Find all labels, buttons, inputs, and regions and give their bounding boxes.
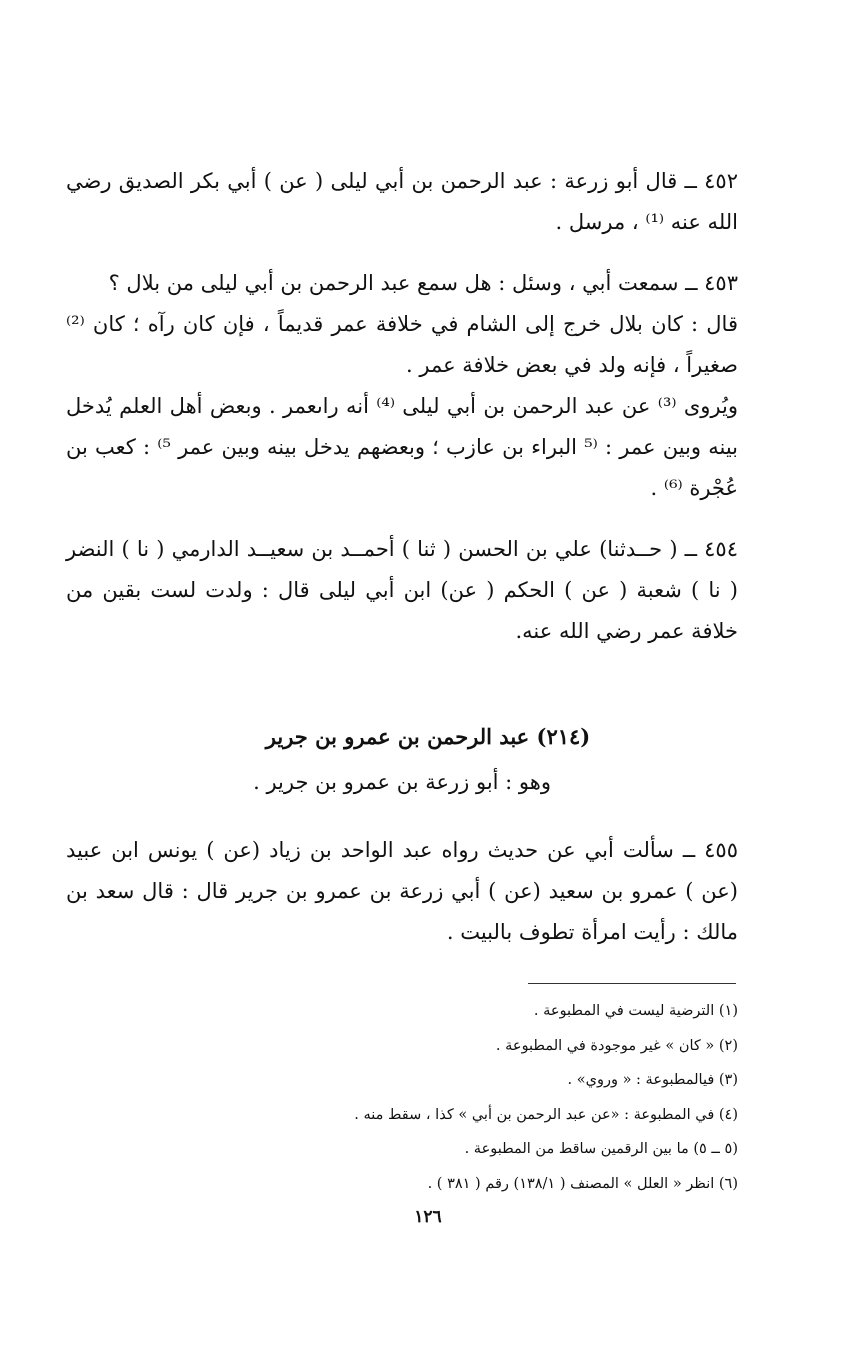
paragraph-453-narration: ويُروى ⁽³⁾ عن عبد الرحمن بن أبي ليلى ⁽⁴⁾ أنه راىعمر . وبعض أهل العلم يُدخل بينه وبين عمر : ⁽⁵ البراء بن عازب ؛ وبعضهم يدخل بينه وبين عمر ⁵⁾ : كعب بن عُجْرة ⁽⁶⁾ . bbox=[66, 394, 739, 500]
paragraph-453-answer: قال : كان بلال خرج إلى الشام في خلافة عمر قديماً ، فإن كان رآه ؛ كان ⁽²⁾ صغيراً ، فإنه ولد في بعض خلافة عمر . bbox=[66, 312, 738, 377]
footnote-5: (٥ ــ ٥) ما بين الرقمين ساقط من المطبوعة . bbox=[464, 1141, 738, 1157]
footnote-6: (٦) انظر « العلل » المصنف ( ١٣٨/١) رقم ( ٣٨١ ) . bbox=[427, 1175, 738, 1192]
section-heading: (٢١٤) عبد الرحمن بن عمرو بن جرير bbox=[265, 724, 591, 749]
paragraph-454: ٤٥٤ ــ ( حــدثنا) علي بن الحسن ( ثنا ) أحمــد بن سعيــد الدارمي ( نا ) النضر ( نا ) شعبة ( عن ) الحكم ( عن) ابن أبي ليلى قال : ولدت لست بقين من خلافة عمر رضي الله عنه. bbox=[66, 537, 738, 643]
footnote-1: (١) الترضية ليست في المطبوعة . bbox=[533, 1003, 738, 1019]
footnote-2: (٢) « كان » غير موجودة في المطبوعة . bbox=[495, 1037, 738, 1054]
page-number: ١٢٦ bbox=[414, 1207, 442, 1227]
paragraph-452: ٤٥٢ ــ قال أبو زرعة : عبد الرحمن بن أبي ليلى ( عن ) أبي بكر الصديق رضي الله عنه ⁽¹⁾ ، مرسل . bbox=[66, 169, 738, 234]
main-text-lower bbox=[66, 830, 738, 953]
main-text-upper bbox=[66, 161, 738, 652]
footnote-4: (٤) في المطبوعة : «عن عبد الرحمن بن أبي » كذا ، سقط منه . bbox=[354, 1106, 738, 1123]
paragraph-453: ٤٥٣ ــ سمعت أبي ، وسئل : هل سمع عبد الرحمن بن أبي ليلى من بلال ؟ bbox=[108, 271, 738, 295]
paragraph-455: ٤٥٥ ــ سألت أبي عن حديث رواه عبد الواحد بن زياد (عن ) يونس ابن عبيد (عن ) عمرو بن سعيد (عن ) أبي زرعة بن عمرو بن جرير قال : قال سعد بن مالك : رأيت امرأة تطوف بالبيت . bbox=[66, 838, 738, 944]
footnote-3: (٣) فيالمطبوعة : « وروي» . bbox=[567, 1072, 738, 1088]
footnotes bbox=[66, 994, 738, 1201]
section-subheading: وهو : أبو زرعة بن عمرو بن جرير . bbox=[253, 770, 551, 794]
footnote-divider bbox=[528, 983, 736, 984]
